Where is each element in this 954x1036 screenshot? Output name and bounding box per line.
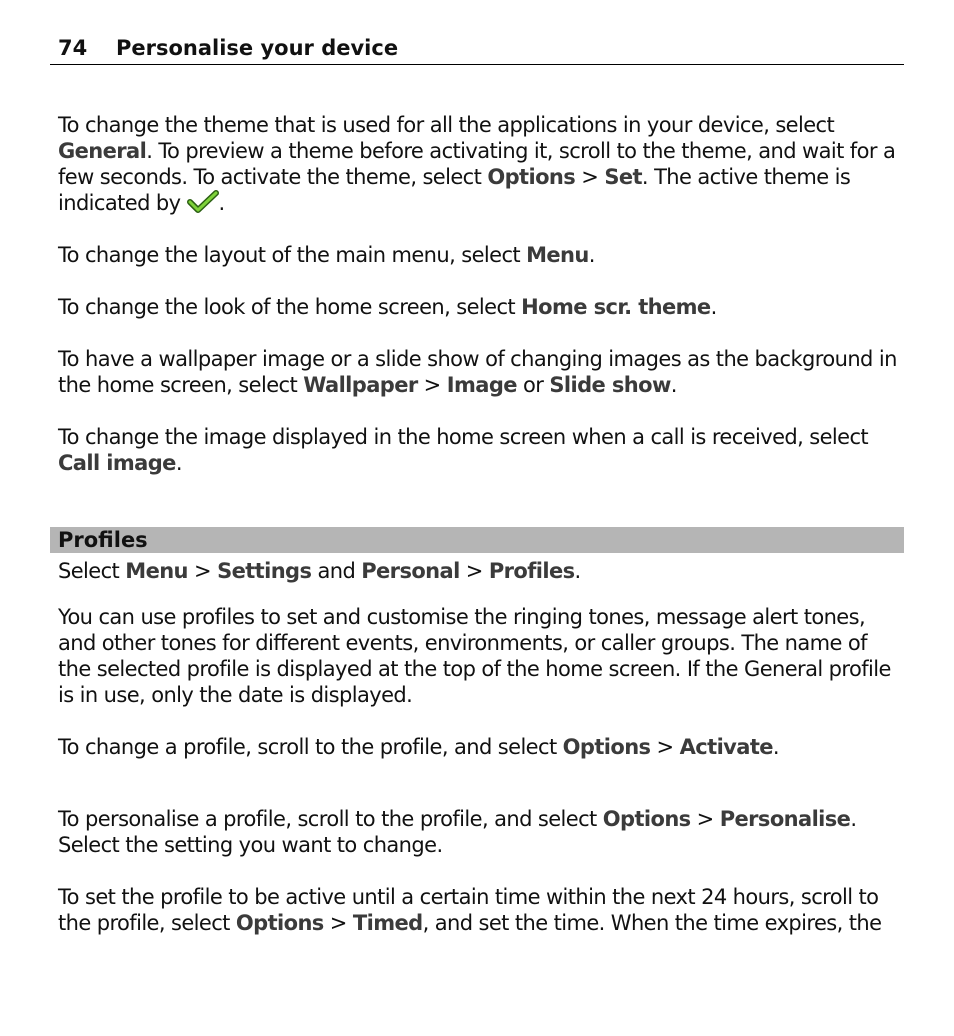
page-number: 74 [58,36,88,60]
menu-term-options: Options [487,165,576,189]
paragraph-menu-layout: To change the layout of the main menu, select Menu. [58,243,595,267]
paragraph-select-path: Select Menu > Settings and Personal > Profiles. [58,559,581,583]
menu-term-slide-show: Slide show [549,373,671,397]
paragraph-wallpaper: To have a wallpaper image or a slide show of changing images as the background in the home screen, select Wallpaper > Image or Slide show. [58,347,897,397]
paragraph-home-screen: To change the look of the home screen, select Home scr. theme. [58,295,717,319]
menu-term-profiles: Profiles [488,559,575,583]
menu-term-options: Options [562,735,651,759]
paragraph-timed-profile: To set the profile to be active until a certain time within the next 24 hours, scroll to the profile, select Options > Timed, and set the time. When the time expires, the [58,885,882,935]
section-heading-profiles: Profiles [50,527,904,553]
menu-term-timed: Timed [352,911,423,935]
menu-term-personal: Personal [361,559,460,583]
menu-term-call-image: Call image [58,451,176,475]
menu-term-wallpaper: Wallpaper [303,373,418,397]
menu-term-general: General [58,139,147,163]
page-header [50,34,904,65]
menu-term-personalise: Personalise [719,807,851,831]
menu-term-options: Options [602,807,691,831]
paragraph-profiles-intro: You can use profiles to set and customise the ringing tones, message alert tones, and other tones for different events, environments, or caller groups. The name of the selected profile is displayed at the top of the home screen. If the General profile is in use, only the date is displayed. [58,605,891,707]
menu-term-activate: Activate [679,735,773,759]
theme-section [58,112,904,476]
page-title: Personalise your device [116,36,399,60]
green-check-icon [187,190,219,214]
menu-term-image: Image [446,373,517,397]
menu-term-menu: Menu [125,559,188,583]
paragraph-call-image: To change the image displayed in the home screen when a call is received, select Call image. [58,425,869,475]
menu-term-options: Options [235,911,324,935]
menu-term-set: Set [604,165,642,189]
menu-term-home-scr-theme: Home scr. theme [521,295,711,319]
paragraph-activate-profile: To change a profile, scroll to the profile, and select Options > Activate. [58,735,779,759]
menu-term-menu: Menu [526,243,589,267]
paragraph-personalise-profile: To personalise a profile, scroll to the profile, and select Options > Personalise. Select the setting you want to change. [58,807,857,857]
profiles-section [58,558,904,936]
paragraph-theme: To change the theme that is used for all the applications in your device, select General. To preview a theme before activating it, scroll to the theme, and wait for a few seconds. To activate the theme, select Options > Set. The active theme is indicated by . [58,113,896,215]
menu-term-settings: Settings [217,559,312,583]
